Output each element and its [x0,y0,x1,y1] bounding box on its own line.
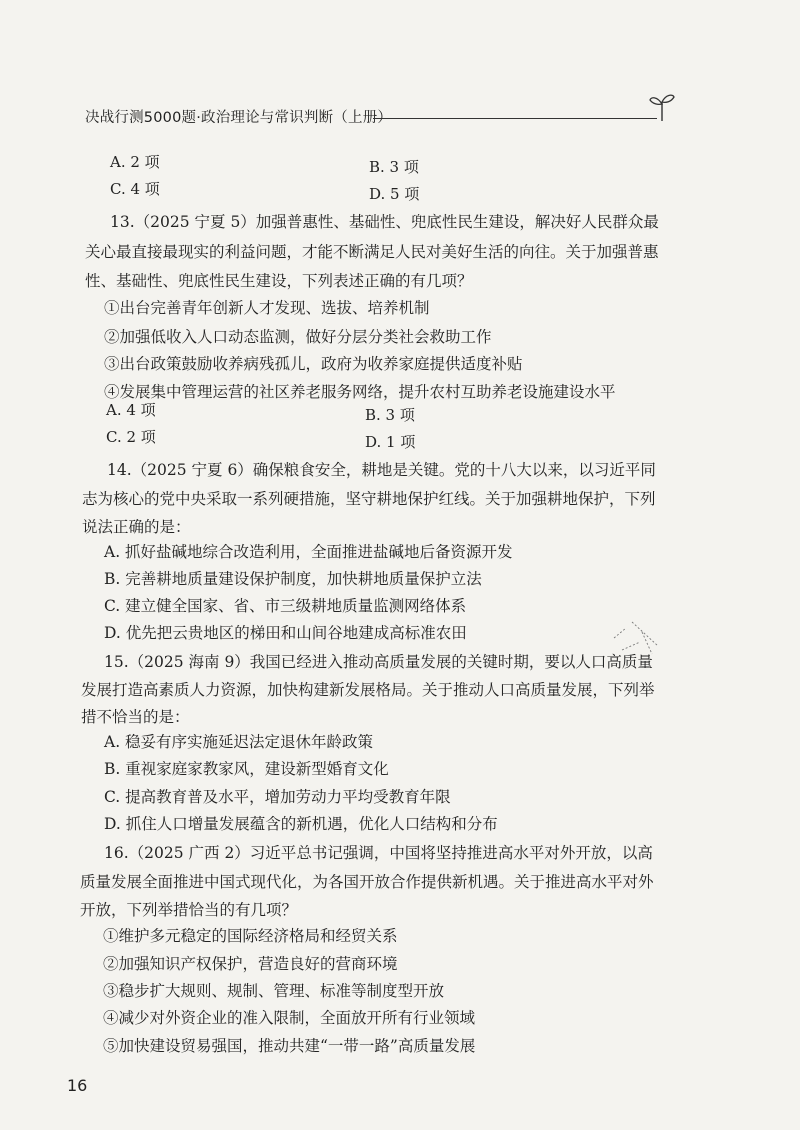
q15-stem-line-2: 发展打造高素质人力资源，加快构建新发展格局。关于推动人口高质量发展，下列举 [81,681,655,699]
q14-stem-line-3: 说法正确的是： [82,518,191,536]
q13-stem-line-3: 性、基础性、兜底性民生建设，下列表述正确的有几项？ [85,272,473,290]
q13-option-d: D. 1 项 [365,433,416,451]
q15-option-a: A. 稳妥有序实施延迟法定退休年龄政策 [104,733,374,751]
q16-item-2: ②加强知识产权保护，营造良好的营商环境 [103,955,398,973]
q16-stem-line-3: 开放，下列举措恰当的有几项？ [80,901,298,919]
q12-option-b: B. 3 项 [369,158,419,176]
q16-item-5: ⑤加快建设贸易强国，推动共建“一带一路”高质量发展 [103,1037,476,1055]
q13-option-a: A. 4 项 [106,401,156,419]
q15-stem-line-3: 措不恰当的是： [81,708,190,726]
q16-stem-line-1: 16.（2025 广西 2）习近平总书记强调，中国将坚持推进高水平对外开放，以高 [104,844,653,862]
q14-stem-line-2: 志为核心的党中央采取一系列硬措施，坚守耕地保护红线。关于加强耕地保护，下列 [82,490,656,508]
q16-stem-line-2: 质量发展全面推进中国式现代化，为各国开放合作提供新机遇。关于推进高水平对外 [80,873,654,891]
q15-option-d: D. 抓住人口增量发展蕴含的新机遇，优化人口结构和分布 [104,815,498,833]
q15-stem-line-1: 15.（2025 海南 9）我国已经进入推动高质量发展的关键时期，要以人口高质量 [104,653,653,671]
q12-option-c: C. 4 项 [110,180,160,198]
header-rule [373,118,657,119]
q13-item-4: ④发展集中管理运营的社区养老服务网络，提升农村互助养老设施建设水平 [104,383,616,401]
q16-item-1: ①维护多元稳定的国际经济格局和经贸关系 [103,927,398,945]
q12-option-a: A. 2 项 [110,153,160,171]
q13-item-1: ①出台完善青年创新人才发现、选拔、培养机制 [104,299,430,317]
q15-option-b: B. 重视家庭家教家风，建设新型婚育文化 [104,760,389,778]
q13-stem-line-2: 关心最直接最现实的利益问题，才能不断满足人民对美好生活的向往。关于加强普惠 [85,243,659,261]
q14-option-b: B. 完善耕地质量建设保护制度，加快耕地质量保护立法 [104,570,482,588]
q12-option-d: D. 5 项 [369,185,420,203]
q13-stem-line-1: 13.（2025 宁夏 5）加强普惠性、基础性、兜底性民生建设，解决好人民群众最 [110,213,659,231]
q16-item-4: ④减少对外资企业的准入限制，全面放开所有行业领域 [103,1009,476,1027]
q13-item-2: ②加强低收入人口动态监测，做好分层分类社会救助工作 [104,328,492,346]
q16-item-3: ③稳步扩大规则、规制、管理、标准等制度型开放 [103,982,445,1000]
q14-option-a: A. 抓好盐碱地综合改造利用，全面推进盐碱地后备资源开发 [104,543,513,561]
q13-option-b: B. 3 项 [365,406,415,424]
sprout-icon [649,92,675,122]
running-header [85,106,675,136]
pen-scribble-mark [612,620,662,656]
q15-option-c: C. 提高教育普及水平，增加劳动力平均受教育年限 [104,788,451,806]
q14-option-c: C. 建立健全国家、省、市三级耕地质量监测网络体系 [104,597,467,615]
q14-option-d: D. 优先把云贵地区的梯田和山间谷地建成高标准农田 [104,624,467,642]
q13-item-3: ③出台政策鼓励收养病残孤儿，政府为收养家庭提供适度补贴 [104,355,523,373]
page-number: 16 [67,1076,88,1095]
q14-stem-line-1: 14.（2025 宁夏 6）确保粮食安全，耕地是关键。党的十八大以来，以习近平同 [107,461,656,479]
q13-option-c: C. 2 项 [106,428,156,446]
header-title: 决战行测5000题·政治理论与常识判断（上册） [85,110,393,126]
